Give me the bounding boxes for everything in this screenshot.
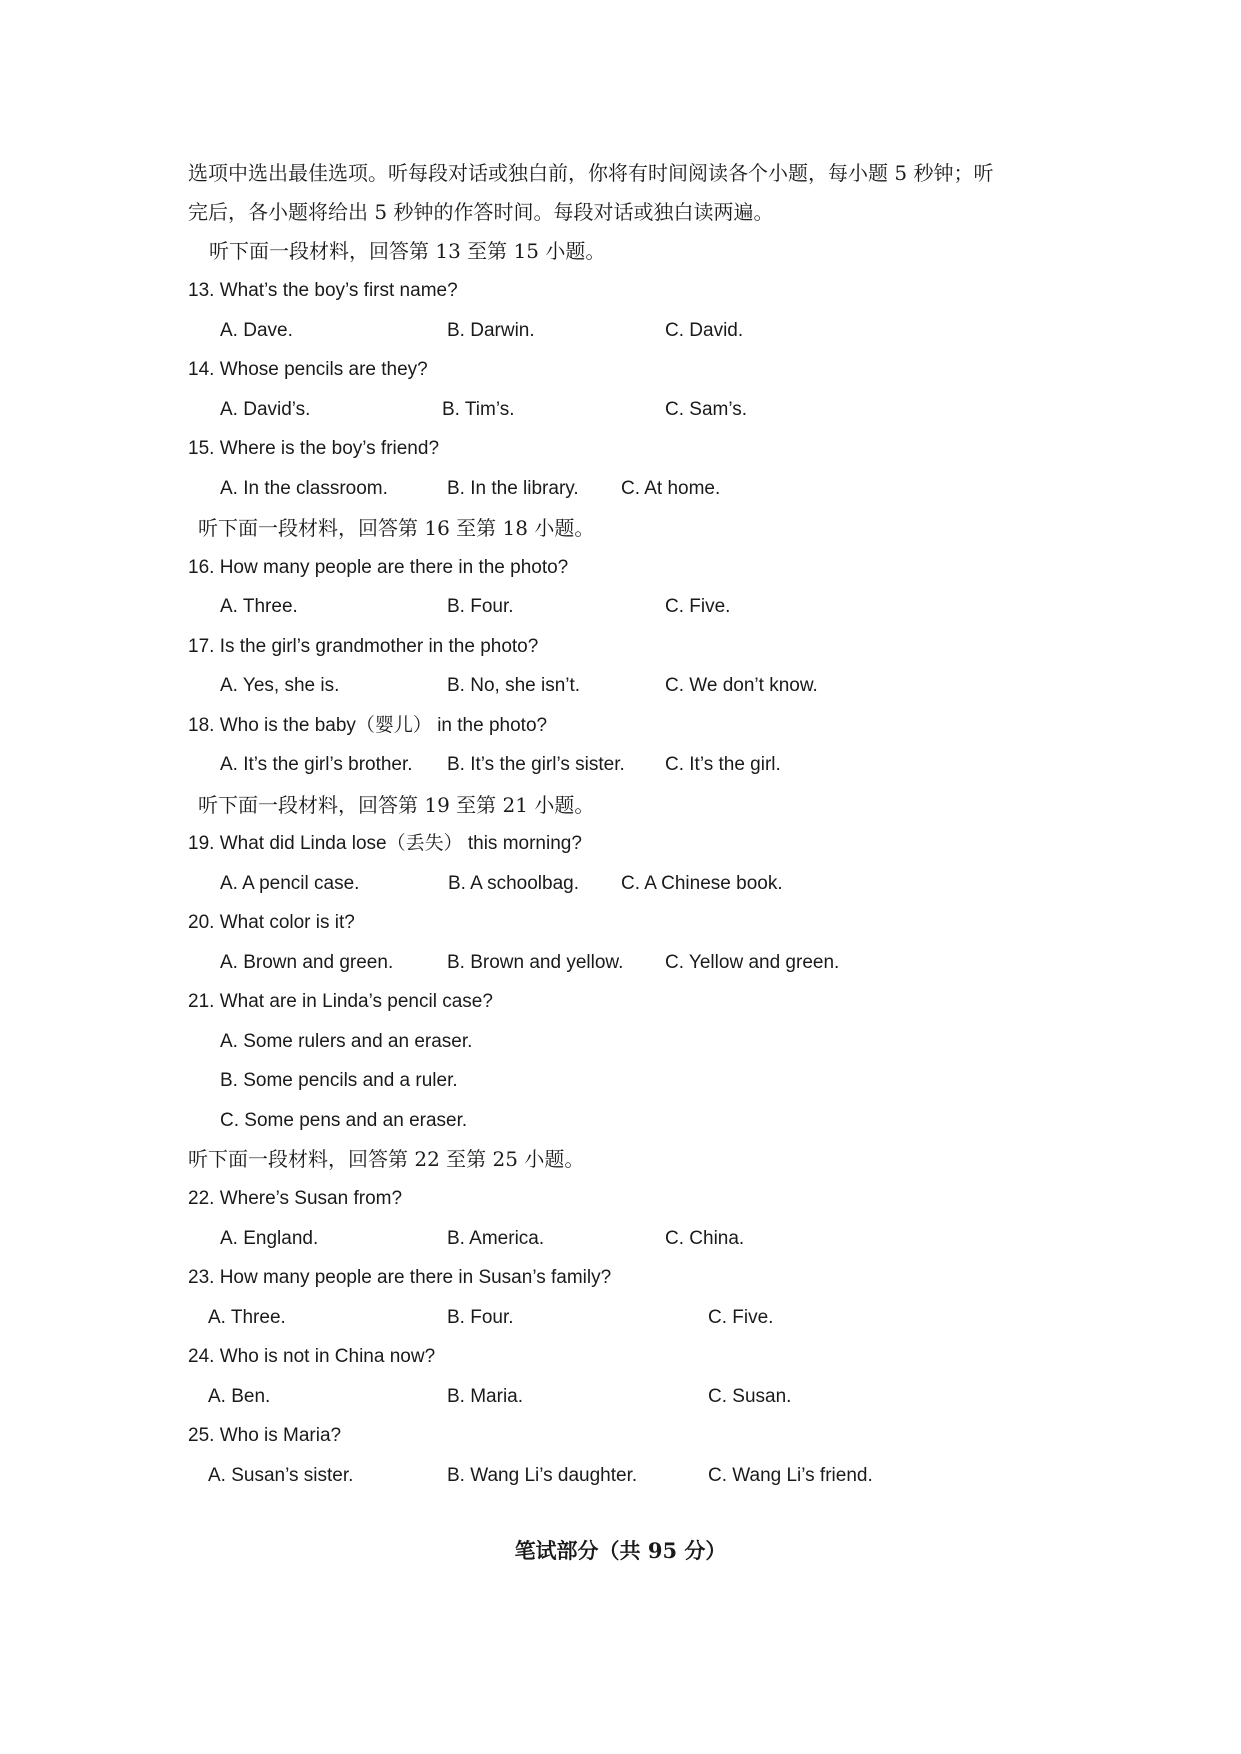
question-13: 13. What’s the boy’s first name? xyxy=(188,280,458,301)
option-a: A. Brown and green. xyxy=(220,952,394,973)
instruction-line-2: 完后，各小题将给出 5 秒钟的作答时间。每段对话或独白读两遍。 xyxy=(188,200,774,224)
option-b: B. Maria. xyxy=(447,1386,524,1407)
option-c: C. Some pens and an eraser. xyxy=(220,1110,468,1131)
question-14: 14. Whose pencils are they? xyxy=(188,359,428,380)
option-a: A. England. xyxy=(220,1228,319,1249)
option-a: A. David’s. xyxy=(220,399,311,420)
option-b: B. Brown and yellow. xyxy=(447,952,624,973)
written-section-title: 笔试部分（共 95 分） xyxy=(514,1538,727,1563)
option-a: A. Three. xyxy=(208,1307,286,1328)
option-c: C. Five. xyxy=(708,1307,774,1328)
question-24: 24. Who is not in China now? xyxy=(188,1346,436,1367)
option-c: C. At home. xyxy=(621,478,721,499)
option-a: A. Yes, she is. xyxy=(220,675,340,696)
question-23: 23. How many people are there in Susan’s family? xyxy=(188,1267,612,1288)
option-b: B. In the library. xyxy=(447,478,579,499)
question-25: 25. Who is Maria? xyxy=(188,1425,342,1446)
option-b: B. Four. xyxy=(447,1307,514,1328)
option-c: C. Yellow and green. xyxy=(665,952,840,973)
option-b: B. No, she isn’t. xyxy=(447,675,581,696)
option-c: C. China. xyxy=(665,1228,745,1249)
question-22: 22. Where’s Susan from? xyxy=(188,1188,403,1209)
question-18: 18. Who is the baby（婴儿） in the photo? xyxy=(188,715,548,736)
question-16: 16. How many people are there in the photo? xyxy=(188,557,569,578)
question-19: 19. What did Linda lose（丢失） this morning? xyxy=(188,833,582,854)
option-c: C. Sam’s. xyxy=(665,399,748,420)
section-heading: 听下面一段材料，回答第 19 至第 21 小题。 xyxy=(198,793,595,817)
option-a: A. Ben. xyxy=(208,1386,271,1407)
option-b: B. Darwin. xyxy=(447,320,535,341)
option-a: A. Three. xyxy=(220,596,298,617)
instruction-line-1: 选项中选出最佳选项。听每段对话或独白前，你将有时间阅读各个小题，每小题 5 秒钟；听 xyxy=(188,161,994,185)
option-b: B. Wang Li’s daughter. xyxy=(447,1465,638,1486)
question-21: 21. What are in Linda’s pencil case? xyxy=(188,991,493,1012)
option-c: C. Wang Li’s friend. xyxy=(708,1465,873,1486)
option-c: C. Five. xyxy=(665,596,731,617)
option-c: C. We don’t know. xyxy=(665,675,818,696)
section-heading: 听下面一段材料，回答第 16 至第 18 小题。 xyxy=(198,516,595,540)
option-b: B. A schoolbag. xyxy=(448,873,579,894)
option-c: C. A Chinese book. xyxy=(621,873,783,894)
section-heading: 听下面一段材料，回答第 13 至第 15 小题。 xyxy=(209,239,606,263)
option-a: A. A pencil case. xyxy=(220,873,360,894)
option-a: A. Some rulers and an eraser. xyxy=(220,1031,473,1052)
option-a: A. Dave. xyxy=(220,320,293,341)
option-b: B. Some pencils and a ruler. xyxy=(220,1070,458,1091)
option-b: B. America. xyxy=(447,1228,545,1249)
question-20: 20. What color is it? xyxy=(188,912,355,933)
option-a: A. It’s the girl’s brother. xyxy=(220,754,413,775)
option-b: B. Tim’s. xyxy=(442,399,515,420)
option-c: C. Susan. xyxy=(708,1386,792,1407)
option-a: A. In the classroom. xyxy=(220,478,388,499)
option-a: A. Susan’s sister. xyxy=(208,1465,354,1486)
question-15: 15. Where is the boy’s friend? xyxy=(188,438,440,459)
option-c: C. David. xyxy=(665,320,744,341)
option-b: B. Four. xyxy=(447,596,514,617)
question-17: 17. Is the girl’s grandmother in the photo? xyxy=(188,636,539,657)
option-b: B. It’s the girl’s sister. xyxy=(447,754,625,775)
section-heading: 听下面一段材料，回答第 22 至第 25 小题。 xyxy=(188,1147,585,1171)
option-c: C. It’s the girl. xyxy=(665,754,781,775)
